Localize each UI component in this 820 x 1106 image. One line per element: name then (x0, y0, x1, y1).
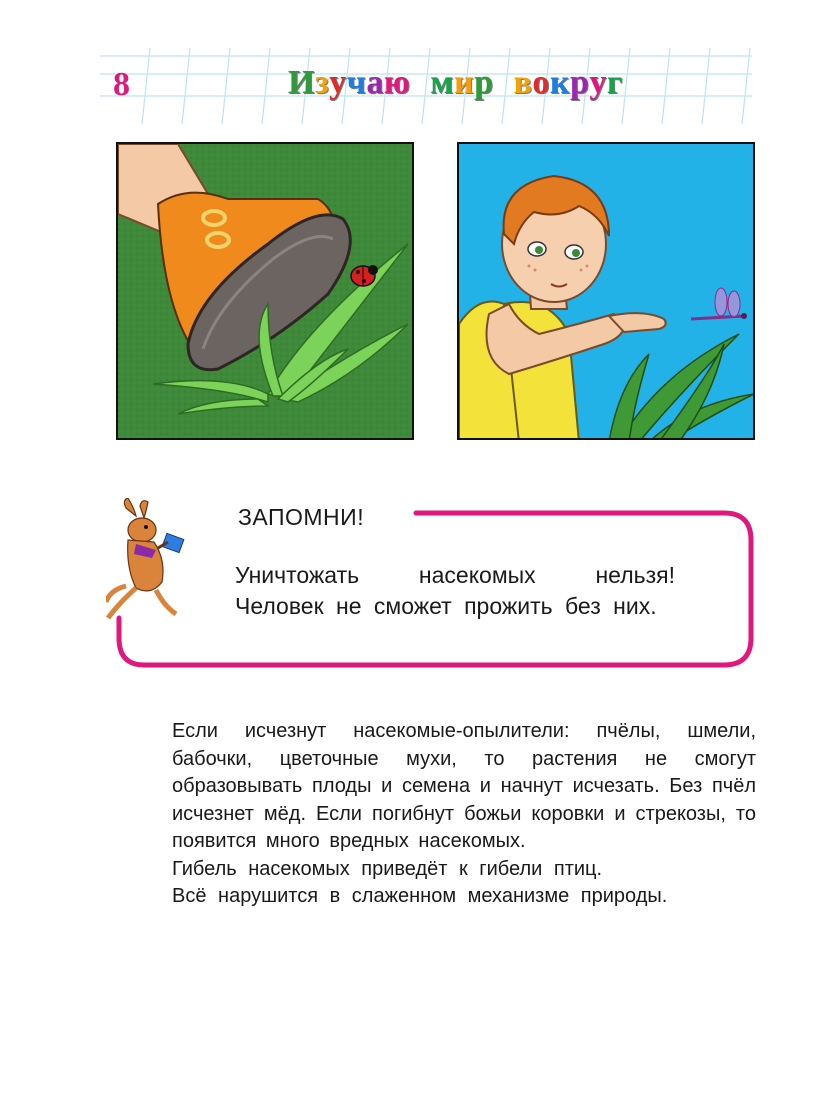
page-header (0, 0, 820, 130)
title-word-1: Изучаю (288, 64, 411, 101)
title-word-2: мир (430, 64, 494, 101)
paragraph-birds: Гибель насекомых приведёт к гибели птиц. (172, 857, 603, 880)
page-number: 8 (113, 66, 130, 103)
main-text (172, 718, 756, 911)
remember-text: Уничтожать насекомых нельзя! Человек не сможет прожить без них. (235, 562, 675, 619)
illustration-boot-grass (116, 142, 414, 440)
illustration-boy-dragonfly (457, 142, 755, 440)
kangaroo-mascot-icon (106, 498, 188, 622)
page-title (288, 64, 623, 102)
paragraph-nature: Всё нарушится в слаженном механизме природы. (172, 885, 668, 907)
remember-title: ЗАПОМНИ! (238, 504, 365, 530)
title-word-3: вокруг (513, 64, 623, 101)
paragraph-pollinators: Если исчезнут насекомые-опылители: пчёлы, шмели, бабочки, цветочные мухи, то растения не смогут образовывать плоды и семена и начнут исчезать. Без пчёл исчезнет мёд. Если погибнут божьи коровки и стрекозы, то появится много вредных насекомых. (172, 720, 756, 852)
